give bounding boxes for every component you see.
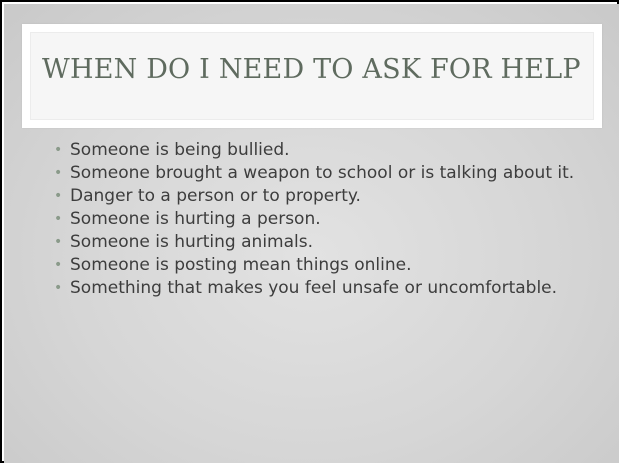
bullet-dot-icon: • <box>54 188 63 204</box>
bullet-text: Something that makes you feel unsafe or uncomfortable. <box>70 278 558 298</box>
bullet-dot-icon: • <box>54 280 63 296</box>
bullet-item <box>54 232 584 253</box>
title-box <box>22 24 602 128</box>
bullet-item <box>54 278 584 299</box>
bullet-text: Someone is hurting animals. <box>70 232 314 252</box>
bullet-text: Danger to a person or to property. <box>70 186 361 206</box>
bullet-dot-icon: • <box>54 234 63 250</box>
bullet-item <box>54 209 584 230</box>
bullet-text: Someone brought a weapon to school or is talking about it. <box>70 163 575 183</box>
bullet-text: Someone is being bullied. <box>70 140 290 160</box>
slide <box>4 4 619 463</box>
bullet-text: Someone is posting mean things online. <box>70 255 412 275</box>
bullet-item <box>54 186 584 207</box>
bullet-dot-icon: • <box>54 211 63 227</box>
bullet-item <box>54 255 584 276</box>
bullet-item <box>54 163 584 184</box>
bullet-dot-icon: • <box>54 257 63 273</box>
bullet-item <box>54 140 584 161</box>
bullet-text: Someone is hurting a person. <box>70 209 321 229</box>
slide-title: WHEN DO I NEED TO ASK FOR HELP <box>42 54 581 85</box>
bullet-dot-icon: • <box>54 142 63 158</box>
bullet-list <box>54 140 584 301</box>
bullet-dot-icon: • <box>54 165 63 181</box>
